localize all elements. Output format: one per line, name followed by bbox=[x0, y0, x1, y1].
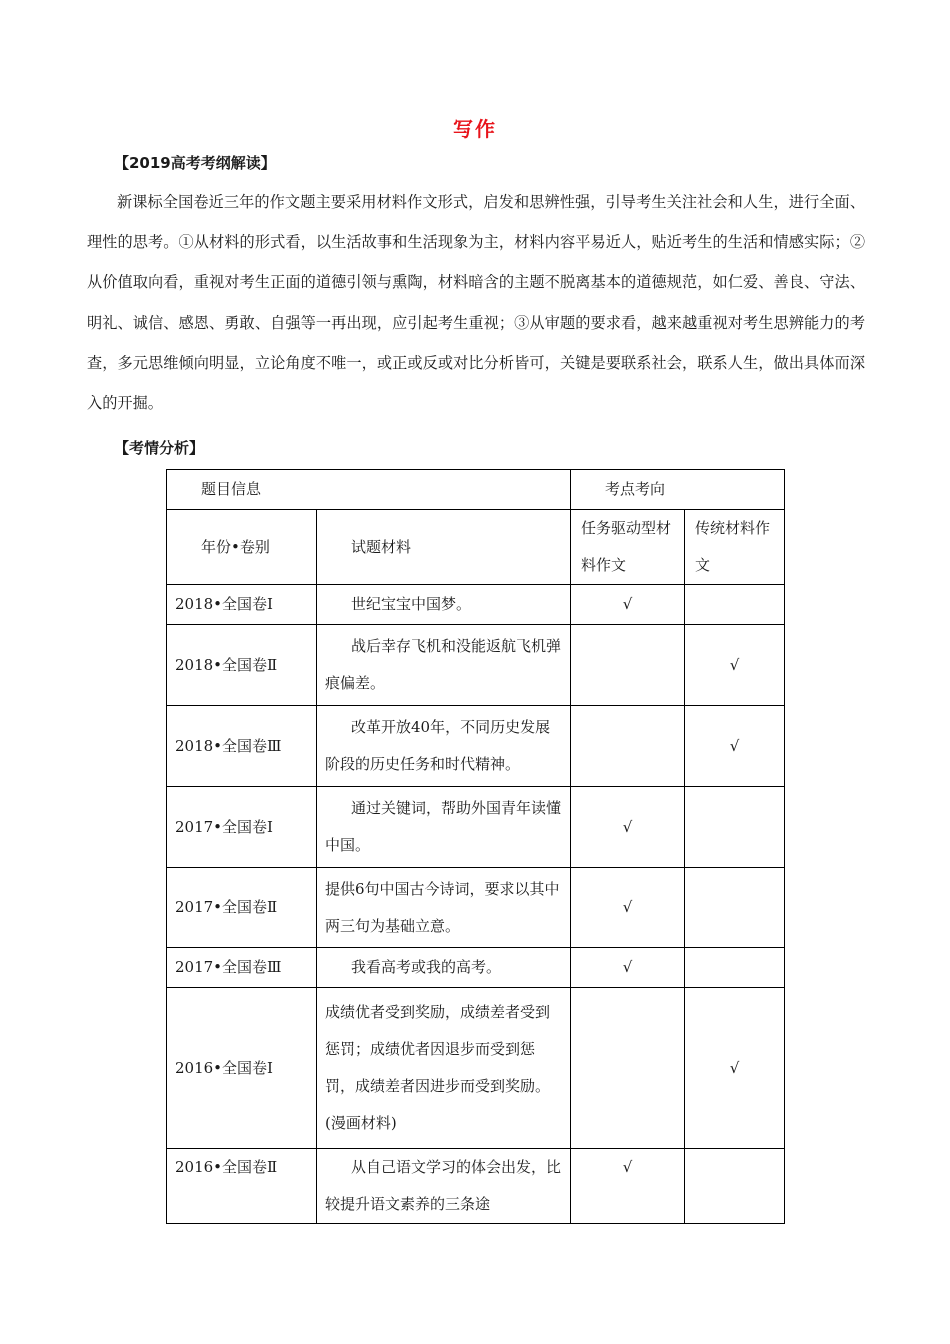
table-row bbox=[167, 1149, 785, 1224]
row-year: 2017•全国卷Ⅱ bbox=[167, 868, 317, 948]
row-traditional-check bbox=[685, 1149, 785, 1224]
row-year: 2017•全国卷Ⅰ bbox=[167, 787, 317, 868]
row-task-check bbox=[571, 706, 685, 787]
header-year-paper: 年份•卷别 bbox=[167, 510, 317, 585]
row-traditional-check bbox=[685, 948, 785, 988]
row-material: 战后幸存飞机和没能返航飞机弹痕偏差。 bbox=[317, 625, 571, 706]
row-traditional-check: √ bbox=[685, 988, 785, 1149]
outline-paragraph: 新课标全国卷近三年的作文题主要采用材料作文形式，启发和思辨性强，引导考生关注社会和人生，进行全面、理性的思考。①从材料的形式看，以生活故事和生活现象为主，材料内容平易近人，贴近考生的生活和情感实际；②从价值取向看，重视对考生正面的道德引领与熏陶，材料暗含的主题不脱离基本的道德规范，如仁爱、善良、守法、明礼、诚信、感恩、勇敢、自强等一再出现，应引起考生重视；③从审题的要求看，越来越重视对考生思辨能力的考查，多元思维倾向明显，立论角度不唯一，或正或反或对比分析皆可，关键是要联系社会，联系人生，做出具体而深入的开掘。 bbox=[87, 193, 865, 413]
row-year: 2018•全国卷Ⅲ bbox=[167, 706, 317, 787]
table-row bbox=[167, 868, 785, 948]
row-material: 世纪宝宝中国梦。 bbox=[317, 585, 571, 625]
table-row bbox=[167, 585, 785, 625]
header-material: 试题材料 bbox=[317, 510, 571, 585]
table-row bbox=[167, 625, 785, 706]
row-task-check: √ bbox=[571, 948, 685, 988]
header-question-info: 题目信息 bbox=[167, 470, 571, 510]
row-year: 2016•全国卷Ⅰ bbox=[167, 988, 317, 1149]
exam-analysis-table bbox=[166, 469, 785, 1224]
row-material: 通过关键词，帮助外国青年读懂中国。 bbox=[317, 787, 571, 868]
table-row bbox=[167, 948, 785, 988]
row-traditional-check bbox=[685, 787, 785, 868]
row-task-check: √ bbox=[571, 585, 685, 625]
analysis-heading: 【考情分析】 bbox=[114, 439, 205, 457]
row-year: 2018•全国卷Ⅱ bbox=[167, 625, 317, 706]
row-material: 我看高考或我的高考。 bbox=[317, 948, 571, 988]
row-task-check bbox=[571, 988, 685, 1149]
table-column-header-row bbox=[167, 510, 785, 585]
row-traditional-check bbox=[685, 868, 785, 948]
header-traditional: 传统材料作文 bbox=[685, 510, 785, 585]
row-traditional-check: √ bbox=[685, 706, 785, 787]
row-material: 成绩优者受到奖励，成绩差者受到惩罚；成绩优者因退步而受到惩罚，成绩差者因进步而受到奖励。(漫画材料) bbox=[317, 988, 571, 1149]
row-traditional-check: √ bbox=[685, 625, 785, 706]
page-title: 写作 bbox=[453, 117, 497, 141]
table-group-header-row bbox=[167, 470, 785, 510]
row-task-check: √ bbox=[571, 1149, 685, 1224]
row-task-check: √ bbox=[571, 868, 685, 948]
header-test-direction: 考点考向 bbox=[571, 470, 785, 510]
table-row bbox=[167, 706, 785, 787]
table-row bbox=[167, 988, 785, 1149]
row-traditional-check bbox=[685, 585, 785, 625]
row-year: 2018•全国卷Ⅰ bbox=[167, 585, 317, 625]
row-material: 改革开放40年，不同历史发展阶段的历史任务和时代精神。 bbox=[317, 706, 571, 787]
header-task-driven: 任务驱动型材料作文 bbox=[571, 510, 685, 585]
row-material: 提供6句中国古今诗词，要求以其中两三句为基础立意。 bbox=[317, 868, 571, 948]
row-task-check: √ bbox=[571, 787, 685, 868]
row-year: 2017•全国卷Ⅲ bbox=[167, 948, 317, 988]
outline-heading: 【2019高考考纲解读】 bbox=[114, 154, 276, 172]
row-material: 从自己语文学习的体会出发，比较提升语文素养的三条途 bbox=[317, 1149, 571, 1224]
table-row bbox=[167, 787, 785, 868]
row-year: 2016•全国卷Ⅱ bbox=[167, 1149, 317, 1224]
row-task-check bbox=[571, 625, 685, 706]
